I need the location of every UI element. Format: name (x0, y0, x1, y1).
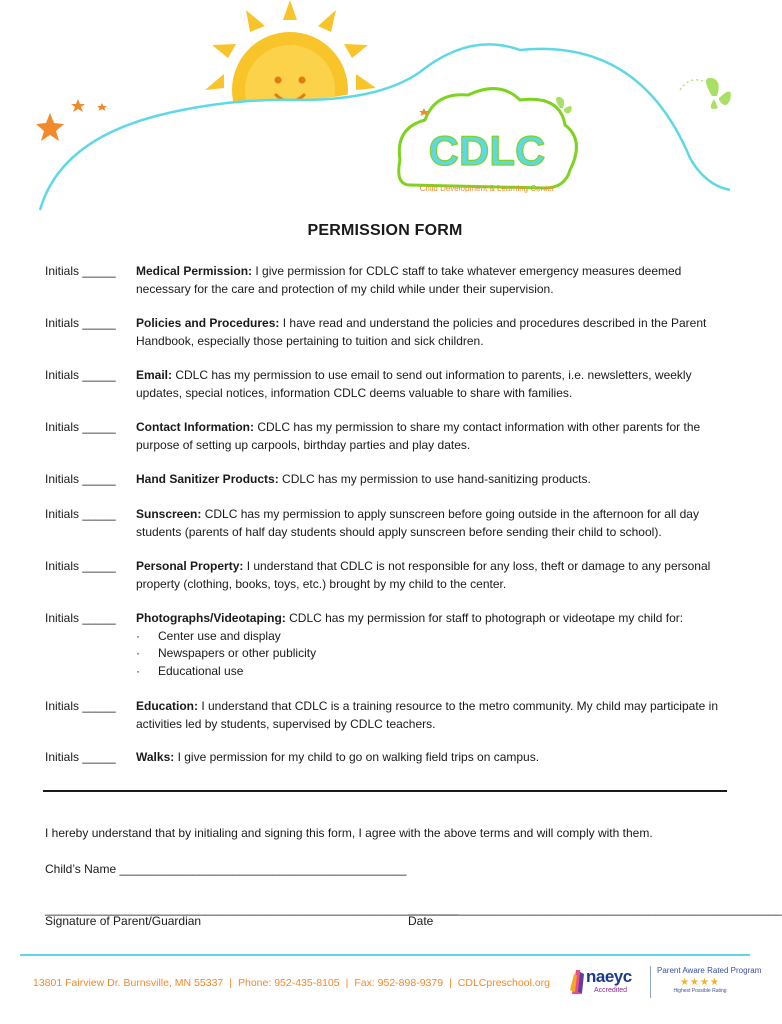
footer-rule (20, 954, 750, 956)
initials-field[interactable]: Initials _____ (45, 507, 116, 521)
permission-body: I understand that CDLC is not responsible for any loss, theft or damage to any personal property (clothing, books, toys, etc.) brought by my child to the center. (136, 559, 711, 591)
permission-heading: Education: (136, 699, 198, 713)
date-line[interactable]: ________________________________________________________ (408, 902, 782, 916)
footer-phone: Phone: 952-435-8105 (238, 977, 340, 989)
permission-heading: Photographs/Videotaping: (136, 611, 286, 625)
footer-contact: 13801 Fairview Dr. Burnsville, MN 55337 | Phone: 952-435-8105 | Fax: 952-898-9379 | CDLCpreschool.org (33, 977, 551, 989)
agreement-text: I hereby understand that by initialing and signing this form, I agree with the above terms and will comply with them. (45, 826, 653, 840)
footer-website[interactable]: CDLCpreschool.org (457, 977, 551, 989)
initials-field[interactable]: Initials _____ (45, 750, 116, 764)
permission-heading: Sunscreen: (136, 507, 202, 521)
bullet-item: · Educational use (136, 663, 736, 681)
permission-body: I give permission for CDLC staff to take whatever emergency measures deemed necessary for the care and protection of my child while under their supervision. (136, 264, 682, 296)
form-title: PERMISSION FORM (307, 222, 463, 239)
permission-text (136, 698, 736, 733)
permission-text (136, 315, 736, 350)
permission-body: I give permission for my child to go on walking field trips on campus. (174, 750, 540, 764)
permission-text (136, 749, 736, 767)
signature-label: Signature of Parent/Guardian (45, 914, 202, 928)
parent-aware-logo: Parent Aware Rated Program ★★★★ Highest Possible Rating (650, 966, 750, 998)
header-artwork (0, 0, 770, 210)
permission-heading: Medical Permission: (136, 264, 253, 278)
permission-text (136, 506, 736, 541)
permission-heading: Policies and Procedures: (136, 316, 280, 330)
initials-field[interactable]: Initials _____ (45, 611, 116, 625)
date-label: Date (408, 914, 434, 928)
initials-field[interactable]: Initials _____ (45, 420, 116, 434)
permission-body: CDLC has my permission to share my contact information with other parents for the purpose of setting up carpools, birthday parties and play dates. (136, 420, 701, 452)
permission-heading: Walks: (136, 750, 175, 764)
bullet-item: · Center use and display (136, 628, 736, 646)
svg-text:CDLC: CDLC (428, 127, 546, 174)
permission-heading: Hand Sanitizer Products: (136, 472, 279, 486)
permission-body: CDLC has my permission to use hand-sanitizing products. (278, 472, 591, 486)
initials-field[interactable]: Initials _____ (45, 368, 116, 382)
permission-heading: Contact Information: (136, 420, 254, 434)
permission-body: I understand that CDLC is a training resource to the metro community. My child may participate in activities led by students, supervised by CDLC teachers. (136, 699, 719, 731)
permission-body: CDLC has my permission to apply sunscreen before going outside in the afternoon for all day students (parents of half day students should apply sunscreen before sending their child to school). (136, 507, 699, 539)
footer-address: 13801 Fairview Dr. Burnsville, MN 55337 (33, 977, 224, 989)
initials-field[interactable]: Initials _____ (45, 699, 116, 713)
svg-text:Child Development & Learning C: Child Development & Learning Center (419, 184, 555, 193)
naeyc-logo: naeyc Accredited (568, 964, 646, 998)
bullet-icon: · (136, 628, 140, 643)
permission-text (136, 419, 736, 454)
bullet-icon: · (136, 663, 140, 678)
permission-text (136, 263, 736, 298)
initials-field[interactable]: Initials _____ (45, 559, 116, 573)
permission-text (136, 367, 736, 402)
permission-text (136, 610, 736, 680)
initials-field[interactable]: Initials _____ (45, 316, 116, 330)
rating-stars-icon: ★★★★ (680, 977, 720, 988)
permission-text (136, 558, 736, 593)
bullet-icon: · (136, 646, 140, 660)
naeyc-crayon-icon (568, 966, 586, 996)
permission-body: I have read and understand the policies and procedures described in the Parent Handbook, especially those pertaining to tuition and sick children. (136, 316, 707, 348)
child-name-field[interactable]: Child’s Name ___________________________________________ (45, 862, 407, 876)
permission-body: CDLC has my permission to use email to send out information to parents, i.e. newsletters, weekly updates, special notices, information CDLC deems valuable to share with families. (136, 368, 692, 400)
signature-line[interactable]: ______________________________________________________________ (45, 902, 459, 916)
footer-fax: Fax: 952-898-9379 (354, 977, 444, 989)
divider (43, 790, 727, 792)
permission-heading: Email: (136, 368, 173, 382)
permission-heading: Personal Property: (136, 559, 244, 573)
permission-body: CDLC has my permission for staff to photograph or videotape my child for: (285, 611, 684, 625)
initials-field[interactable]: Initials _____ (45, 264, 116, 278)
bullet-item: · Newspapers or other publicity (136, 645, 736, 663)
permission-text (136, 471, 736, 489)
initials-field[interactable]: Initials _____ (45, 472, 116, 486)
